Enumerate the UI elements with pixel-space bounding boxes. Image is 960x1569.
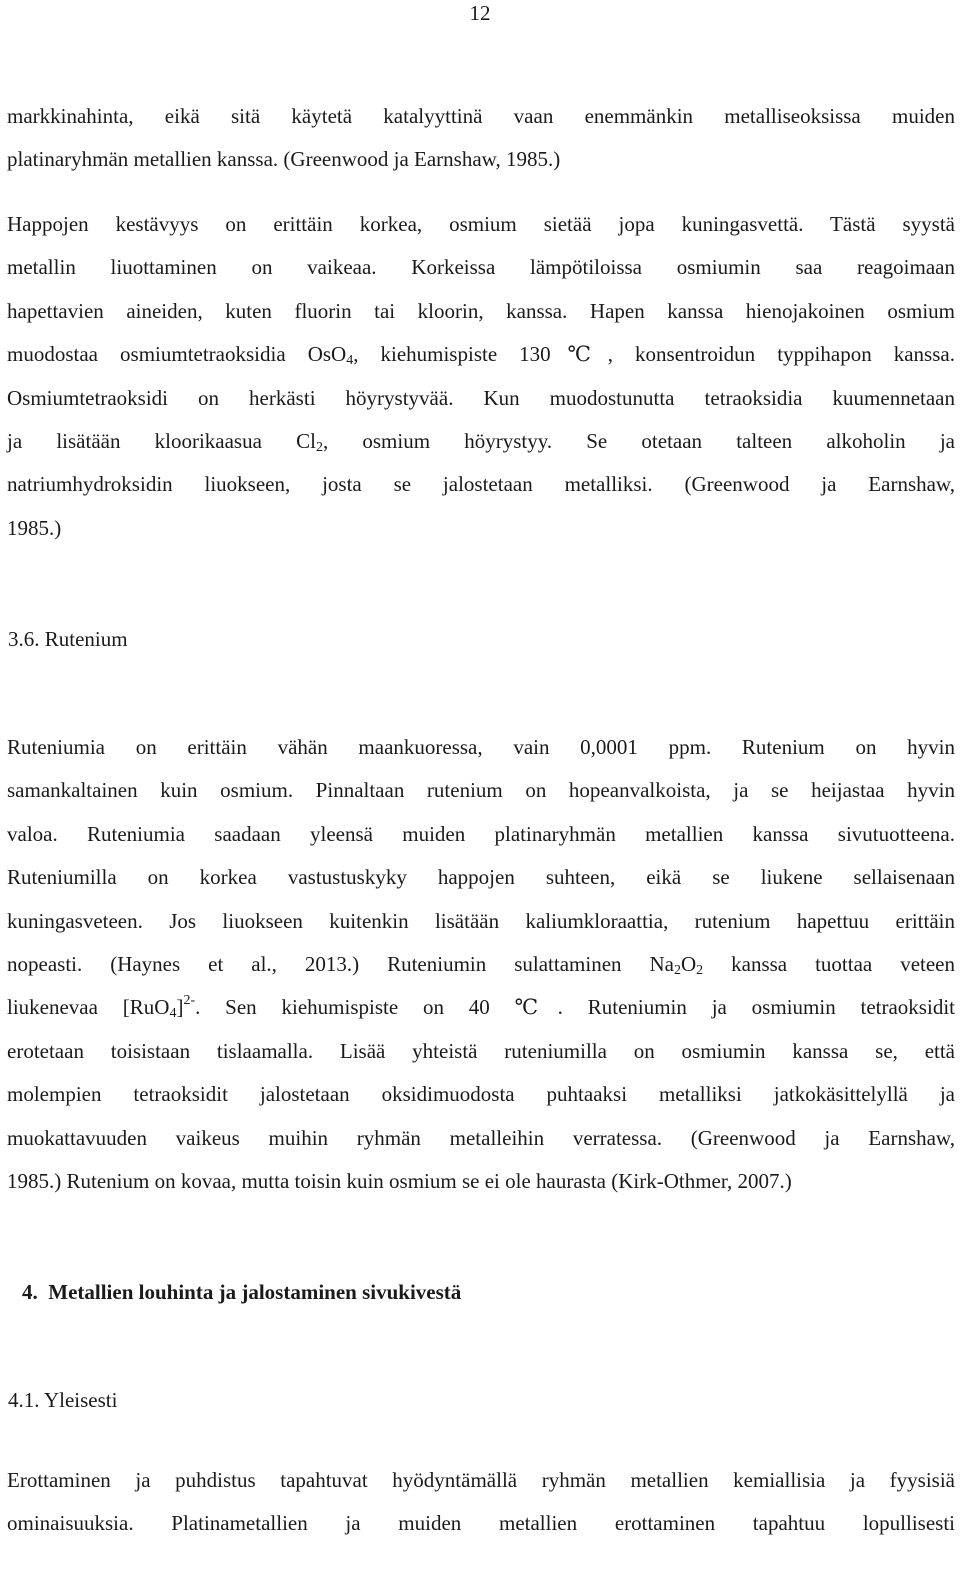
text-line: samankaltainen kuin osmium. Pinnaltaan rutenium on hopeanvalkoista, ja se heijastaa hyvin bbox=[7, 778, 955, 803]
page-number: 12 bbox=[469, 1, 491, 25]
text-line: muokattavuuden vaikeus muihin ryhmän metalleihin verratessa. (Greenwood ja Earnshaw, bbox=[7, 1125, 955, 1150]
text-line: 1985.) Rutenium on kovaa, mutta toisin kuin osmium se ei ole haurasta (Kirk-Othmer, 2007.) bbox=[7, 1169, 792, 1194]
text-line: molempien tetraoksidit jalostetaan oksidimuodosta puhtaaksi metalliksi jatkokäsittelyllä ja bbox=[7, 1082, 955, 1107]
text-line: hapettavien aineiden, kuten fluorin tai kloorin, kanssa. Hapen kanssa hienojakoinen osmium bbox=[7, 298, 955, 323]
text-line: liukenevaa $[RuO_4]^{2-}$. Sen kiehumispiste on 40 ℃. Ruteniumin ja osmiumin tetraoksidit bbox=[7, 993, 955, 1022]
text-line: Osmiumtetraoksidi on herkästi höyrystyvää. Kun muodostunutta tetraoksidia kuumennetaan bbox=[7, 385, 955, 410]
text-line: kuningasveteen. Jos liuokseen kuitenkin lisätään kaliumkloraattia, rutenium hapettuu erittäin bbox=[7, 908, 955, 933]
text-line: Erottaminen ja puhdistus tapahtuvat hyödyntämällä ryhmän metallien kemiallisia ja fyysisiä bbox=[7, 1468, 955, 1492]
text-line: nopeasti. (Haynes et al., 2013.) Ruteniumin sulattaminen $Na_2O_2$ kanssa tuottaa veteen bbox=[7, 952, 956, 979]
text-line: natriumhydroksidin liuokseen, josta se jalostetaan metalliksi. (Greenwood ja Earnshaw, bbox=[7, 472, 955, 497]
paragraph-separation bbox=[7, 1459, 955, 1546]
text-line: valoa. Ruteniumia saadaan yleensä muiden platinaryhmän metallien kanssa sivutuotteena. bbox=[7, 821, 955, 846]
section-heading-3-6: 3.6. Rutenium bbox=[8, 627, 128, 651]
paragraph-rutenium bbox=[7, 726, 955, 1203]
text-line: muodostaa osmiumtetraoksidia OsO$_4$, kiehumispiste 130℃, konsentroidun typpihapon kanssa. bbox=[7, 342, 955, 369]
text-line: Happojen kestävyys on erittäin korkea, osmium sietää jopa kuningasvettä. Tästä syystä bbox=[7, 212, 955, 236]
paragraph-osmium-use bbox=[7, 95, 955, 182]
text-line: erotetaan toisistaan tislaamalla. Lisää yhteistä ruteniumilla on osmiumin kanssa se, että bbox=[7, 1038, 955, 1063]
paragraph-osmium-acids bbox=[7, 203, 955, 550]
text-line: Ruteniumia on erittäin vähän maankuoressa, vain 0,0001 ppm. Rutenium on hyvin bbox=[7, 735, 955, 759]
section-heading-4: 4. Metallien louhinta ja jalostaminen sivukivestä bbox=[22, 1280, 462, 1304]
text-line: Ruteniumilla on korkea vastustuskyky happojen suhteen, eikä se liukene sellaisenaan bbox=[7, 865, 955, 890]
text-line: platinaryhmän metallien kanssa. (Greenwood ja Earnshaw, 1985.) bbox=[7, 147, 561, 172]
text-line: ominaisuuksia. Platinametallien ja muiden metallien erottaminen tapahtuu lopullisesti bbox=[7, 1511, 955, 1536]
text-line: ja lisätään kloorikaasua $Cl_2$, osmium höyrystyy. Se otetaan talteen alkoholin ja bbox=[7, 429, 955, 456]
text-line: markkinahinta, eikä sitä käytetä katalyyttinä vaan enemmänkin metalliseoksissa muiden bbox=[7, 104, 955, 128]
text-line: metallin liuottaminen on vaikeaa. Korkeissa lämpötiloissa osmiumin saa reagoimaan bbox=[7, 255, 955, 280]
section-heading-4-1: 4.1. Yleisesti bbox=[8, 1388, 118, 1412]
text-line: 1985.) bbox=[7, 515, 62, 540]
